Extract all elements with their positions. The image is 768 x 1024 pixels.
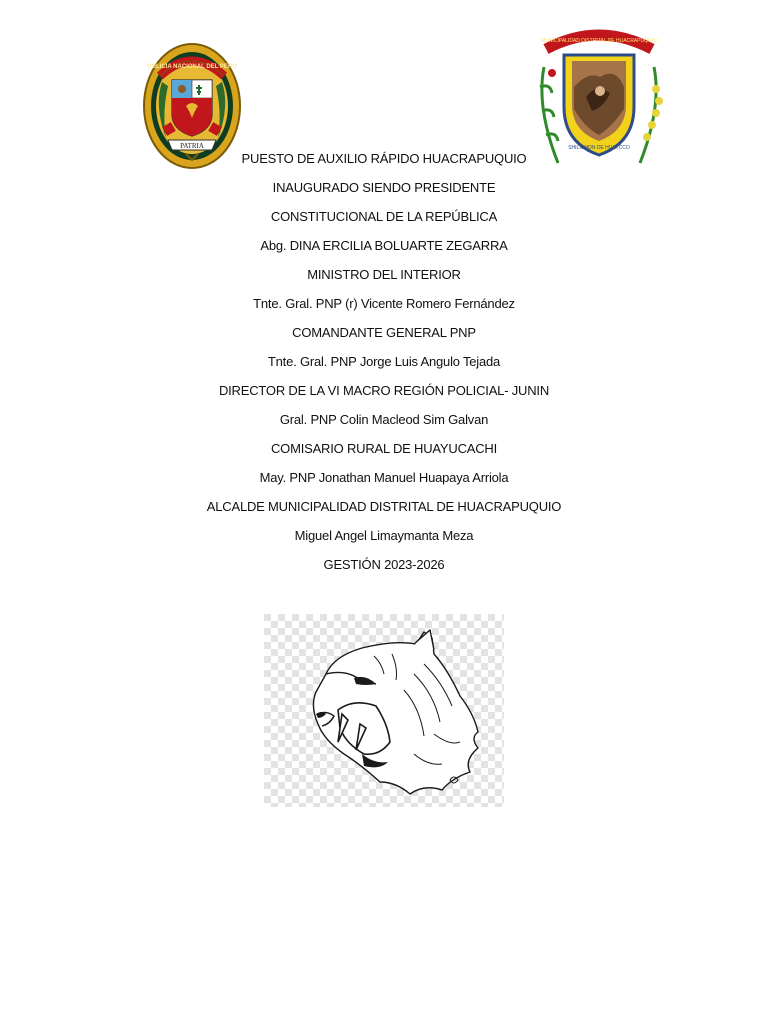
text-line: COMANDANTE GENERAL PNP — [292, 325, 476, 340]
text-line: May. PNP Jonathan Manuel Huapaya Arriola — [259, 470, 509, 485]
text-line: GESTIÓN 2023-2026 — [323, 557, 445, 572]
text-line: Gral. PNP Colin Macleod Sim Galvan — [279, 412, 489, 427]
text-line: Abg. DINA ERCILIA BOLUARTE ZEGARRA — [260, 238, 508, 253]
police-crest-ribbon: POLICIA NACIONAL DEL PERU — [147, 64, 237, 70]
text-line: PUESTO DE AUXILIO RÁPIDO HUACRAPUQUIO — [241, 151, 527, 166]
text-line: COMISARIO RURAL DE HUAYUCACHI — [270, 441, 498, 456]
text-line: INAUGURADO SIENDO PRESIDENTE — [272, 180, 496, 195]
text-line: ALCALDE MUNICIPALIDAD DISTRITAL DE HUACRAPUQUIO — [206, 499, 562, 514]
text-line: CONSTITUCIONAL DE LA REPÚBLICA — [270, 209, 498, 224]
feline-head-drawing-icon — [264, 614, 504, 807]
dedication-text — [0, 149, 768, 584]
text-line: Miguel Angel Limaymanta Meza — [294, 528, 474, 543]
police-crest-banner: PATRIA — [180, 142, 204, 150]
municipal-crest-inner-text: SHILICHON DE HUAYCCO — [568, 145, 630, 151]
text-line: Tnte. Gral. PNP Jorge Luis Angulo Tejada — [267, 354, 501, 369]
text-line: Tnte. Gral. PNP (r) Vicente Romero Fernández — [253, 296, 515, 311]
text-line: MINISTRO DEL INTERIOR — [307, 267, 461, 282]
text-line: DIRECTOR DE LA VI MACRO REGIÓN POLICIAL- JUNIN — [218, 383, 550, 398]
municipal-crest-icon — [532, 27, 666, 167]
municipal-crest-arc-text: MUNICIPALIDAD DISTRITAL DE HUACRAPUQUIO — [541, 38, 657, 44]
